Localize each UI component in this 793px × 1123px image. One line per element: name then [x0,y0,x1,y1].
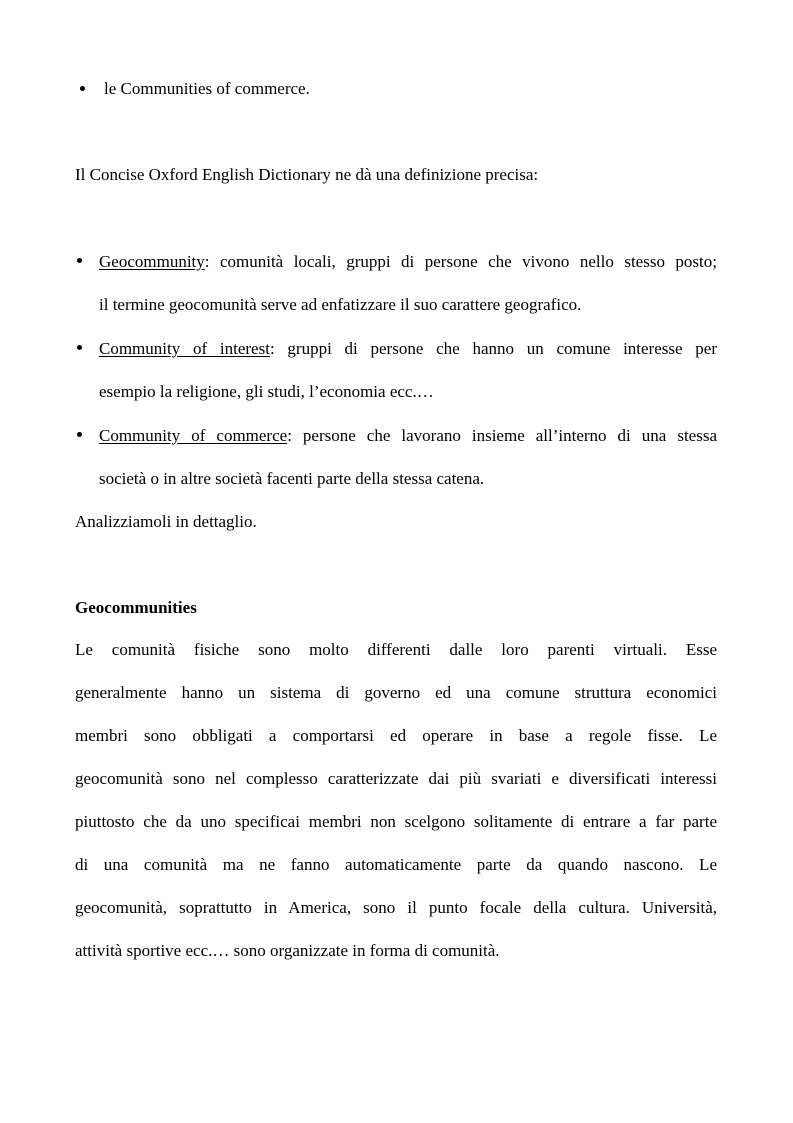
analysis-paragraph: Analizziamoli in dettaglio. [75,512,257,531]
definition-term: Community of interest [99,339,270,358]
definition-term: Geocommunity [99,252,205,271]
bullet-icon [77,345,82,350]
body-line: Le comunità fisiche sono molto differenti dalle loro parenti virtuali. Esse [75,640,717,659]
definition-continuation: esempio la religione, gli studi, l’economia ecc.… [99,382,434,401]
intro-paragraph: Il Concise Oxford English Dictionary ne dà una definizione precisa: [75,165,539,184]
bullet-icon [77,432,82,437]
definition-text: : comunità locali, gruppi di persone che vivono nello stesso posto; [204,252,717,271]
body-line: attività sportive ecc.… sono organizzate in forma di comunità. [75,941,500,960]
body-line: piuttosto che da uno specificai membri non scelgono solitamente di entrare a far parte [75,812,717,831]
body-line: di una comunità ma ne fanno automaticamente parte da quando nascono. Le [75,855,717,874]
section-heading: Geocommunities [75,598,197,617]
definition-line [99,252,717,272]
definition-continuation: il termine geocomunità serve ad enfatizzare il suo carattere geografico. [99,295,582,314]
definition-continuation: società o in altre società facenti parte della stessa catena. [99,469,485,488]
bullet-icon [80,86,85,91]
definition-term: Community of commerce [99,426,288,445]
definition-line [99,426,717,446]
definition-text: : persone che lavorano insieme all’interno di una stessa [287,426,717,445]
body-line: geocomunità sono nel complesso caratterizzate dai più svariati e diversificati interessi [75,769,717,788]
body-line: membri sono obbligati a comportarsi ed operare in base a regole fisse. Le [75,726,717,745]
body-line: generalmente hanno un sistema di governo ed una comune struttura economici [75,683,717,702]
definition-text: : gruppi di persone che hanno un comune interesse per [269,339,717,358]
body-line: geocomunità, soprattutto in America, sono il punto focale della cultura. Università, [75,898,717,917]
list-item: le Communities of commerce. [104,79,310,98]
definition-line [99,339,717,359]
bullet-icon [77,258,82,263]
